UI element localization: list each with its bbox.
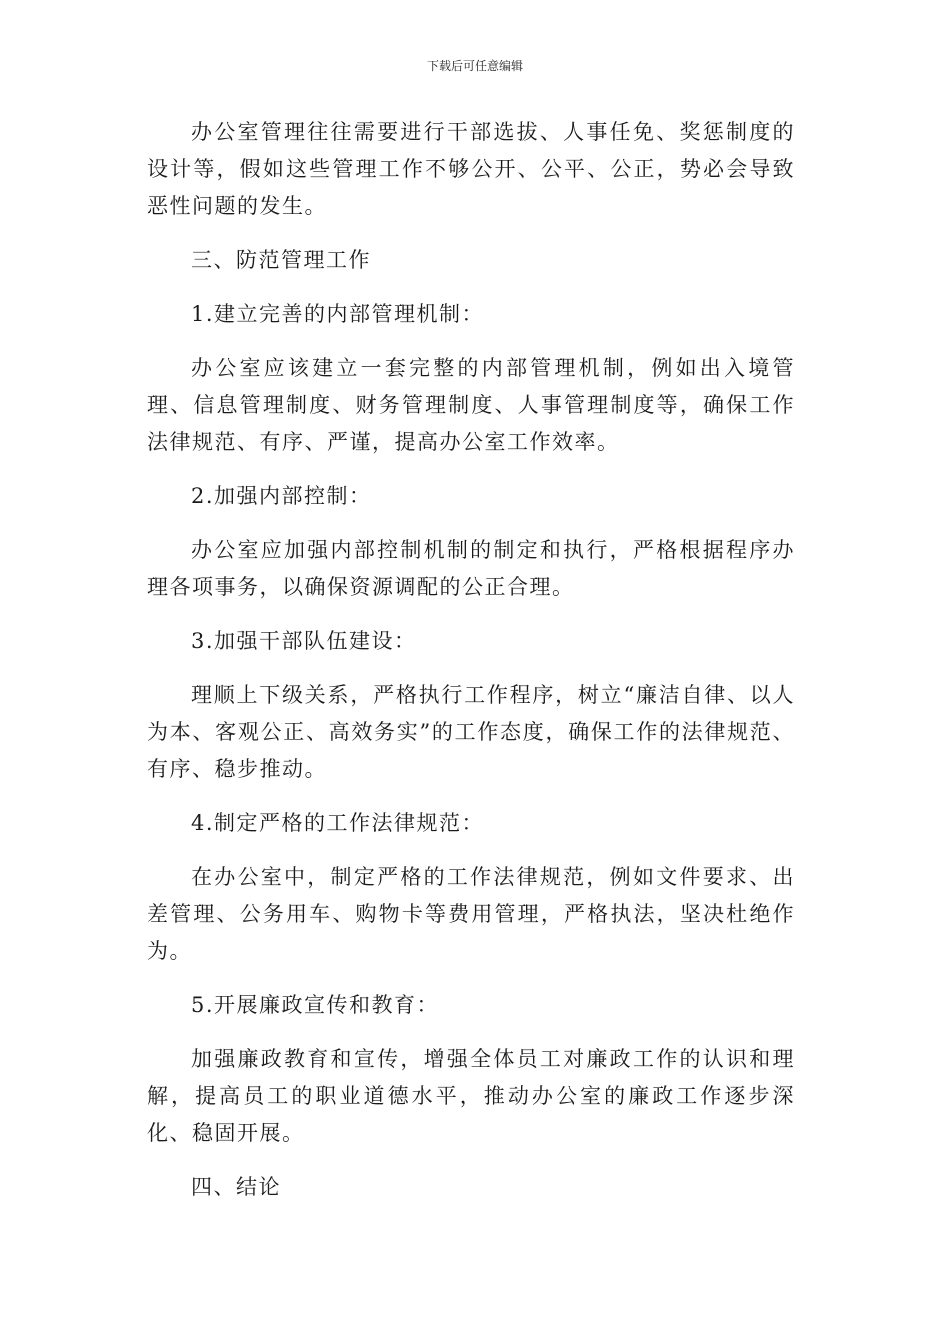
paragraph-integrity-education: 加强廉政教育和宣传，增强全体员工对廉政工作的认识和理解，提高员工的职业道德水平，推动办公室的廉政工作逐步深化、稳固开展。 [147, 1047, 795, 1145]
section-heading-prevention: 三、防范管理工作 [191, 248, 371, 272]
subheading-integrity-education: 5.开展廉政宣传和教育： [191, 993, 440, 1017]
paragraph-cadre-building: 理顺上下级关系，严格执行工作程序，树立“廉洁自律、以人为本、客观公正、高效务实”的工作态度，确保工作的法律规范、有序、稳步推动。 [147, 683, 795, 781]
paragraph-internal-control: 办公室应加强内部控制机制的制定和执行，严格根据程序办理各项事务，以确保资源调配的公正合理。 [147, 538, 795, 599]
subheading-internal-mechanism: 1.建立完善的内部管理机制： [191, 302, 485, 326]
document-body [147, 114, 795, 1206]
section-heading-conclusion: 四、结论 [191, 1175, 281, 1199]
subheading-cadre-building: 3.加强干部队伍建设： [191, 629, 417, 653]
download-edit-note: 下载后可任意编辑 [426, 59, 523, 73]
subheading-internal-control: 2.加强内部控制： [191, 484, 372, 508]
paragraph-internal-mechanism: 办公室应该建立一套完整的内部管理机制，例如出入境管理、信息管理制度、财务管理制度、人事管理制度等，确保工作法律规范、有序、严谨，提高办公室工作效率。 [147, 356, 795, 454]
paragraph-work-regulations: 在办公室中，制定严格的工作法律规范，例如文件要求、出差管理、公务用车、购物卡等费用管理，严格执法，坚决杜绝作为。 [147, 865, 795, 963]
subheading-work-regulations: 4.制定严格的工作法律规范： [191, 811, 485, 835]
paragraph-intro: 办公室管理往往需要进行干部选拔、人事任免、奖惩制度的设计等，假如这些管理工作不够公开、公平、公正，势必会导致恶性问题的发生。 [147, 120, 795, 218]
